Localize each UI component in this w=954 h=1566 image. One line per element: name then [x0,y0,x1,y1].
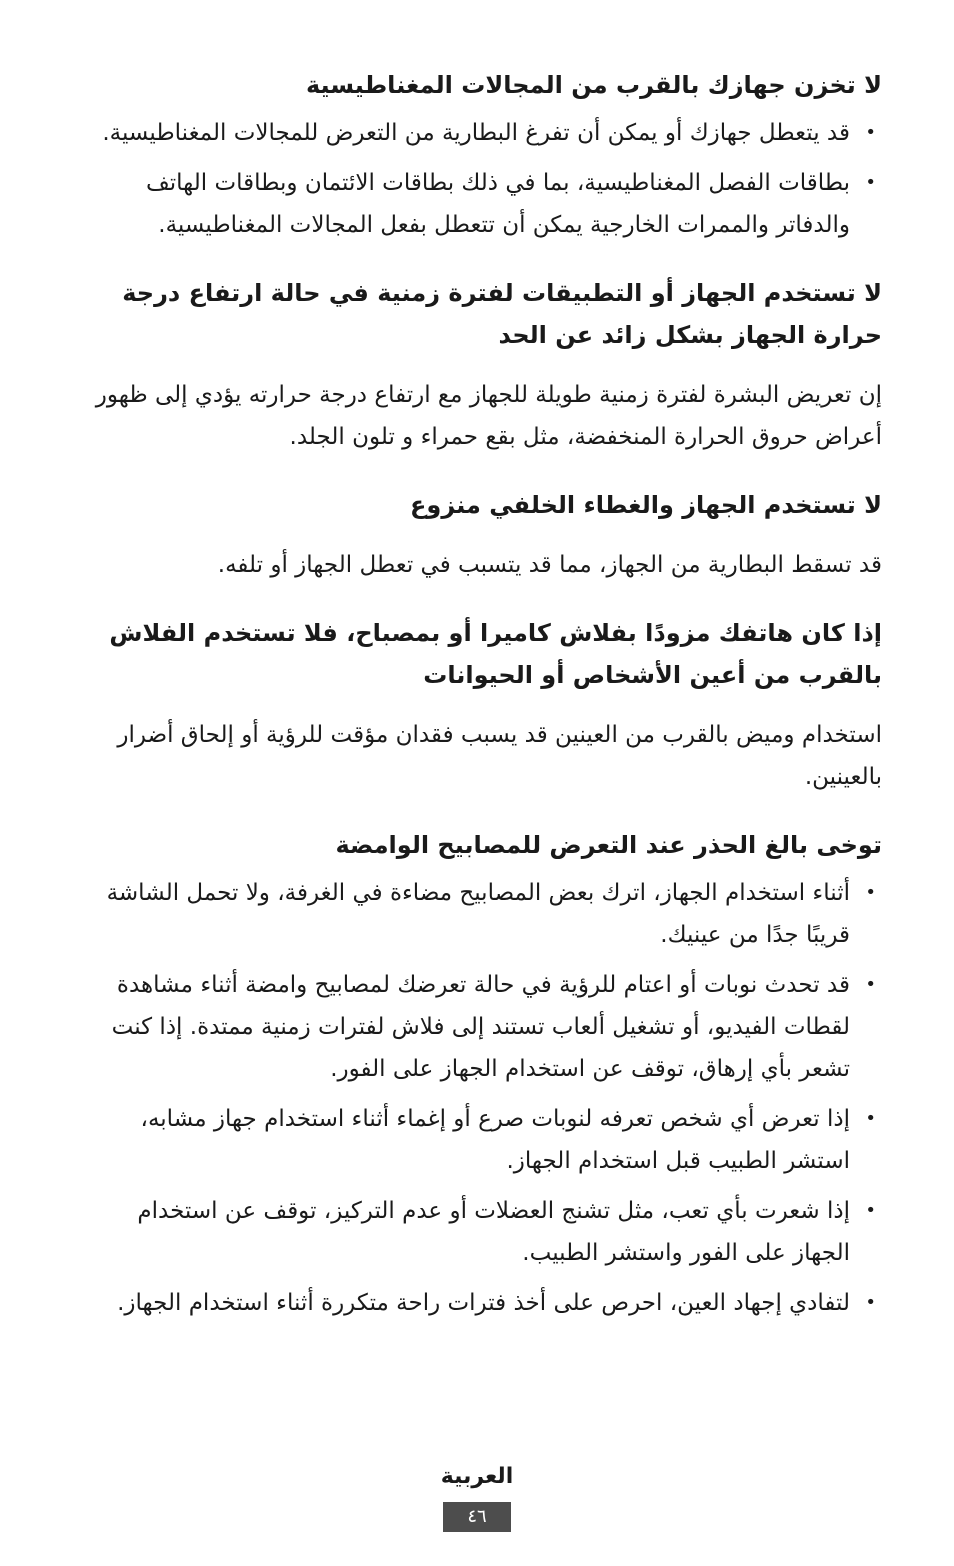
section-heading-flashing-lights: توخى بالغ الحذر عند التعرض للمصابيح الوامضة [335,831,882,859]
bullet-icon: • [865,1108,876,1129]
bullet-icon: • [865,974,876,995]
footer-language-label: العربية [440,1464,514,1489]
bullet-icon: • [865,122,876,143]
section-paragraph-flash: استخدام وميض بالقرب من العينين قد يسبب فقدان مؤقت للرؤية أو إلحاق أضرار بالعينين. [117,722,882,790]
bullet-list-magnetic [78,112,882,246]
page-content [78,64,882,1324]
bullet-icon: • [865,1292,876,1313]
page-footer [0,1460,954,1532]
bullet-icon: • [865,1200,876,1221]
section-paragraph-overheat: إن تعريض البشرة لفترة زمنية طويلة للجهاز مع ارتفاع درجة حرارته يؤدي إلى ظهور أعراض حروق الحرارة المنخفضة، مثل بقع حمراء و تلون الجلد. [95,382,882,450]
section-heading-magnetic: لا تخزن جهازك بالقرب من المجالات المغناطيسية [306,71,882,99]
list-item: • قد تحدث نوبات أو اعتام للرؤية في حالة تعرضك لمصابيح وامضة أثناء مشاهدة لقطات الفيديو، أو تشغيل ألعاب تستند إلى فلاش لفترات زمنية ممتدة. إذا كنت تشعر بأي إرهاق، توقف عن استخدام الجهاز على الفور. [78,964,882,1090]
list-item: • بطاقات الفصل المغناطيسية، بما في ذلك بطاقات الائتمان وبطاقات الهاتف والدفاتر والممرات الخارجية يمكن أن تتعطل بفعل المجالات المغناطيسية. [78,162,882,246]
bullet-icon: • [865,882,876,903]
section-paragraph-back-cover: قد تسقط البطارية من الجهاز، مما قد يتسبب في تعطل الجهاز أو تلفه. [217,552,882,578]
section-heading-back-cover: لا تستخدم الجهاز والغطاء الخلفي منزوع [410,491,882,519]
list-item: • إذا تعرض أي شخص تعرفه لنوبات صرع أو إغماء أثناء استخدام جهاز مشابه، استشر الطبيب قبل استخدام الجهاز. [78,1098,882,1182]
section-heading-overheat: لا تستخدم الجهاز أو التطبيقات لفترة زمنية في حالة ارتفاع درجة حرارة الجهاز بشكل زائد عن الحد [122,279,882,349]
bullet-list-flashing-lights [78,872,882,1324]
list-item: • أثناء استخدام الجهاز، اترك بعض المصابيح مضاءة في الغرفة، ولا تحمل الشاشة قريبًا جدًا من عينيك. [78,872,882,956]
section-heading-flash: إذا كان هاتفك مزودًا بفلاش كاميرا أو بمصباح، فلا تستخدم الفلاش بالقرب من أعين الأشخاص أو الحيوانات [109,619,882,689]
list-item: • لتفادي إجهاد العين، احرص على أخذ فترات راحة متكررة أثناء استخدام الجهاز. [78,1282,882,1324]
list-item: • قد يتعطل جهازك أو يمكن أن تفرغ البطارية من التعرض للمجالات المغناطيسية. [78,112,882,154]
bullet-icon: • [865,172,876,193]
page-number-badge: ٤٦ [443,1502,511,1532]
list-item: • إذا شعرت بأي تعب، مثل تشنج العضلات أو عدم التركيز، توقف عن استخدام الجهاز على الفور واستشر الطبيب. [78,1190,882,1274]
